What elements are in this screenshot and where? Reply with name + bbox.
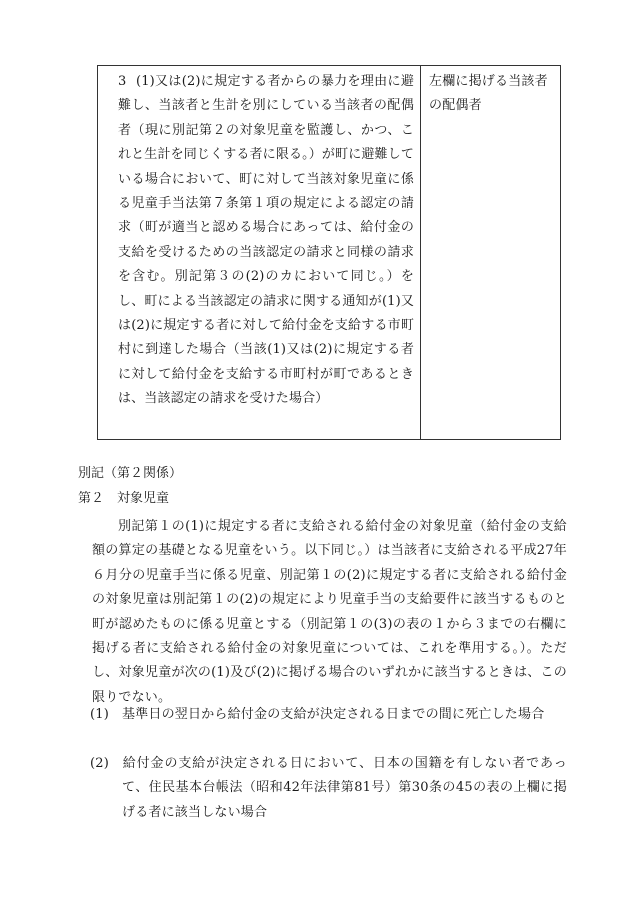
body-paragraph: 別記第１の(1)に規定する者に支給される給付金の対象児童（給付金の支給額の算定の基礎となる児童をいう。以下同じ。）は当該者に支給される平成27年６月分の児童手当に係る児童、別記第１の(2)に規定する者に支給される給付金の対象児童は別記第１の(2)の規定により児童手当の支給要件に該当するものと町が認めたものに係る児童とする（別記第１の(3)の表の１から３までの右欄に掲げる者に支給される給付金の対象児童については、これを準用する。）。ただし、対象児童が次の(1)及び(2)に掲げる場合のいずれかに該当するときは、この限りでない。 bbox=[92, 519, 567, 705]
list-item-text: 基準日の翌日から給付金の支給が決定される日までの間に死亡した場合 bbox=[122, 707, 545, 722]
eligibility-table bbox=[97, 65, 561, 440]
table-cell-condition bbox=[98, 66, 421, 439]
list-item bbox=[90, 703, 567, 727]
section-title: 第２ 対象児童 bbox=[78, 491, 170, 506]
list-item bbox=[90, 752, 567, 825]
table-cell-recipient bbox=[421, 66, 560, 439]
list-item-number: (2) bbox=[90, 756, 110, 771]
list-item-number: (1) bbox=[90, 707, 110, 722]
recipient-text: 左欄に掲げる当該者の配偶者 bbox=[429, 74, 548, 114]
condition-text: (1)又は(2)に規定する者からの暴力を理由に避難し、当該者と生計を別にしている当該者の配偶者（現に別記第２の対象児童を監護し、かつ、これと生計を同じくする者に限る。）が町に避難している場合において、町に対して当該対象児童に係る児童手当法第７条第１項の規定による認定の請求（町が適当と認める場合にあっては、給付金の支給を受けるための当該認定の請求と同様の請求を含む。別記第３の(2)のカにおいて同じ。）をし、町による当該認定の請求に関する通知が(1)又は(2)に規定する者に対して給付金を支給する市町村に到達した場合（当該(1)又は(2)に規定する者に対して給付金を支給する市町村が町であるときは、当該認定の請求を受けた場合） bbox=[118, 74, 414, 407]
annex-label: 別記（第２関係） bbox=[78, 466, 183, 481]
row-number: 3 bbox=[118, 74, 127, 89]
list-item-text: 給付金の支給が決定される日において、日本の国籍を有しない者であって、住民基本台帳法（昭和42年法律第81号）第30条の45の表の上欄に掲げる者に該当しない場合 bbox=[122, 756, 567, 820]
